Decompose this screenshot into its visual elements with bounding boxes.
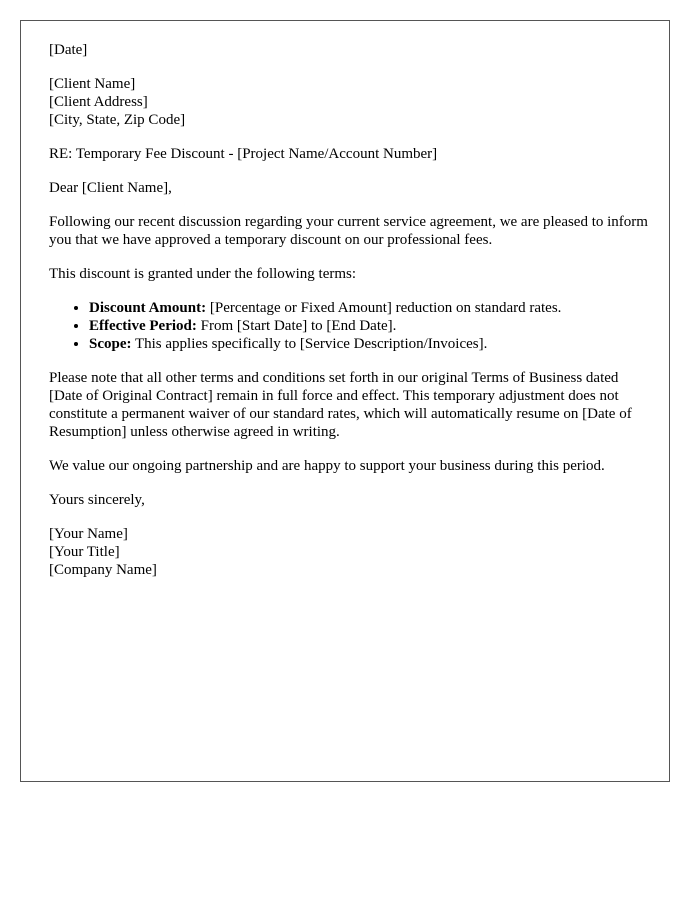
- term-label: Effective Period:: [89, 318, 197, 334]
- term-text: [Percentage or Fixed Amount] reduction on standard rates.: [206, 300, 562, 316]
- closing-paragraph: We value our ongoing partnership and are happy to support your business during this period.: [49, 458, 605, 474]
- conditions-paragraph: Please note that all other terms and conditions set forth in our original Terms of Business dated [Date of Original Contract] remain in full force and effect. This temporary adjustment does not constitute a permanent waiver of our standard rates, which will automatically resume on [Date of Resumption] unless otherwise agreed in writing.: [49, 370, 632, 440]
- term-label: Discount Amount:: [89, 300, 207, 316]
- term-item-discount-amount: [89, 299, 649, 317]
- terms-list: [49, 299, 649, 353]
- signature-name: [Your Name]: [49, 526, 128, 542]
- signature-block: [49, 525, 649, 579]
- subject-line: RE: Temporary Fee Discount - [Project Name/Account Number]: [49, 146, 438, 162]
- sign-off: Yours sincerely,: [49, 492, 145, 508]
- recipient-block: [49, 75, 649, 129]
- term-text: From [Start Date] to [End Date].: [196, 318, 397, 334]
- term-text: This applies specifically to [Service Description/Invoices].: [131, 336, 488, 352]
- term-label: Scope:: [89, 336, 132, 352]
- intro-paragraph: Following our recent discussion regarding your current service agreement, we are pleased to inform you that we have approved a temporary discount on our professional fees.: [49, 214, 648, 248]
- letter-page: [20, 20, 670, 782]
- recipient-address: [Client Address]: [49, 94, 148, 110]
- term-item-scope: [89, 335, 649, 353]
- recipient-city-state-zip: [City, State, Zip Code]: [49, 112, 186, 128]
- term-item-effective-period: [89, 317, 649, 335]
- signature-title: [Your Title]: [49, 544, 120, 560]
- signature-company: [Company Name]: [49, 562, 157, 578]
- letter-date: [Date]: [49, 42, 88, 58]
- terms-intro: This discount is granted under the following terms:: [49, 266, 357, 282]
- recipient-name: [Client Name]: [49, 76, 136, 92]
- salutation: Dear [Client Name],: [49, 180, 172, 196]
